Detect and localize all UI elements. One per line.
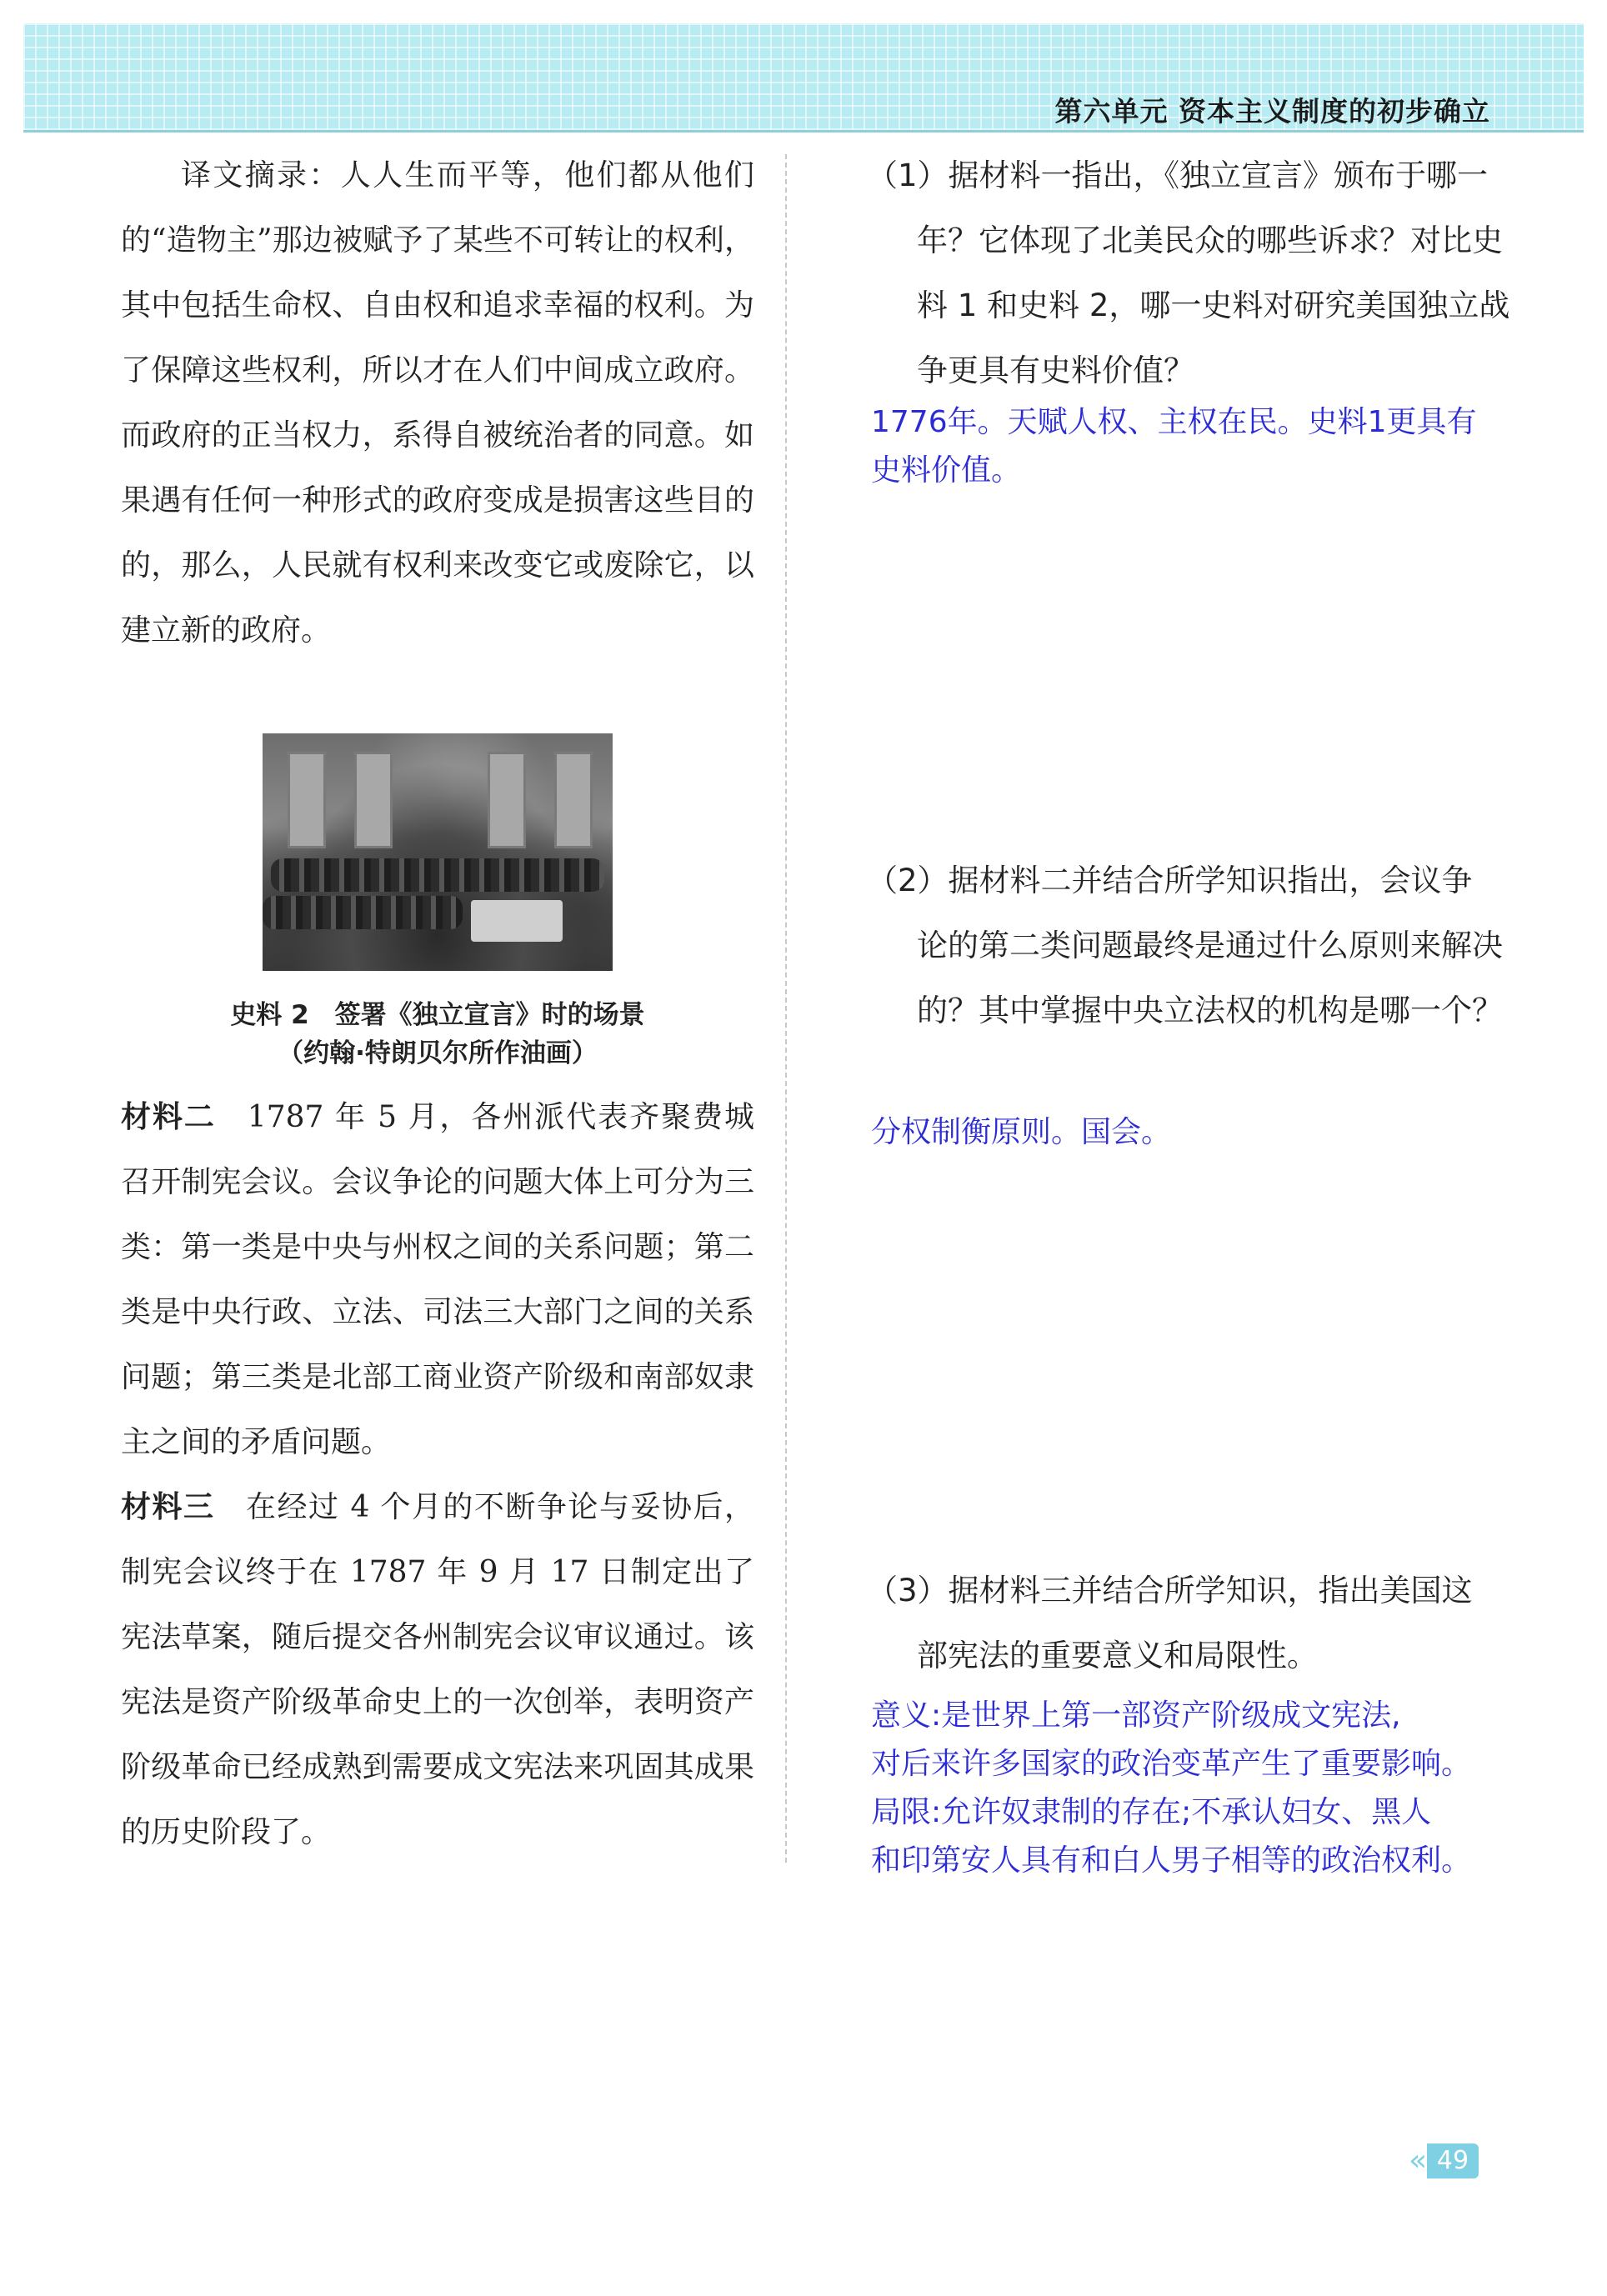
painting-window [354,752,393,848]
material-three-label: 材料三 [121,1490,215,1524]
material-two [121,1085,754,1475]
answer-2 [871,1108,1563,1157]
answer-3-line: 意义:是世界上第一部资产阶级成文宪法, [871,1698,1401,1733]
header-divider [23,130,1584,133]
question-1 [867,143,1517,403]
figure-caption-credit: （约翰·特朗贝尔所作油画） [278,1038,598,1068]
question-2-text: 论的第二类问题最终是通过什么原则来解决的？其中掌握中央立法权的机构是哪一个？ [917,928,1503,1028]
page-arrow-icon: « [1408,2143,1427,2178]
question-1-first-line: （1）据材料一指出，《独立宣言》颁布于哪一 [867,158,1489,193]
answer-3-line: 局限:允许奴隶制的存在;不承认妇女、黑人 [871,1795,1432,1829]
question-3-text: 部宪法的重要意义和局限性。 [917,1638,1318,1673]
figure-caption [121,996,754,1073]
painting-figures-row [263,896,463,929]
material-two-text: 1787 年 5 月，各州派代表齐聚费城召开制宪会议。会议争论的问题大体上可分为三类：第一类是中央与州权之间的关系问题；第二类是中央行政、立法、司法三大部门之间的关系问题；第三类是北部工商业资产阶级和南部奴隶主之间的矛盾问题。 [121,1100,754,1459]
question-3-first-line: （3）据材料三并结合所学知识，指出美国这 [867,1573,1473,1608]
answer-2-line: 分权制衡原则。国会。 [871,1115,1172,1149]
column-divider [785,154,787,1863]
painting-table [471,900,563,942]
material-two-label: 材料二 [121,1100,216,1134]
material-three-text: 在经过 4 个月的不断争论与妥协后，制宪会议终于在 1787 年 9 月 17 日制定出了宪法草案，随后提交各州制宪会议审议通过。该宪法是资产阶级革命史上的一次创举，表明资产阶级革命已经成熟到需要成文宪法来巩固其成果的历史阶段了。 [121,1490,754,1849]
answer-3 [871,1692,1563,1885]
answer-3-line: 对后来许多国家的政治变革产生了重要影响。 [871,1747,1472,1781]
painting-window [288,752,326,848]
question-3 [867,1558,1517,1688]
declaration-signing-painting [263,733,613,971]
answer-1-line: 1776年。天赋人权、主权在民。史料1更具有 [871,405,1477,439]
unit-title: 第六单元 资本主义制度的初步确立 [1054,95,1490,128]
painting-window [554,752,593,848]
answer-3-line: 和印第安人具有和白人男子相等的政治权利。 [871,1843,1472,1878]
painting-figures-row [271,858,604,892]
translation-paragraph: 译文摘录：人人生而平等，他们都从他们的“造物主”那边被赋予了某些不可转让的权利，其中包括生命权、自由权和追求幸福的权利。为了保障这些权利，所以才在人们中间成立政府。而政府的正当权力，系得自被统治者的同意。如果遇有任何一种形式的政府变成是损害这些目的的，那么，人民就有权利来改变它或废除它，以建立新的政府。 [121,158,754,648]
figure-caption-title: 史料 2 签署《独立宣言》时的场景 [230,1000,645,1030]
question-2-first-line: （2）据材料二并结合所学知识指出，会议争 [867,863,1473,898]
painting-window [488,752,526,848]
translation-excerpt [121,143,754,663]
question-2 [867,848,1517,1043]
question-1-text: 年？它体现了北美民众的哪些诉求？对比史料 1 和史料 2，哪一史料对研究美国独立战争更具有史料价值？ [917,223,1510,388]
material-three [121,1475,754,1865]
answer-1-line: 史料价值。 [871,453,1022,488]
painting-figure [263,733,613,971]
answer-1 [871,398,1563,495]
page-number: 49 [1427,2143,1479,2178]
materials-section [121,1085,754,1865]
